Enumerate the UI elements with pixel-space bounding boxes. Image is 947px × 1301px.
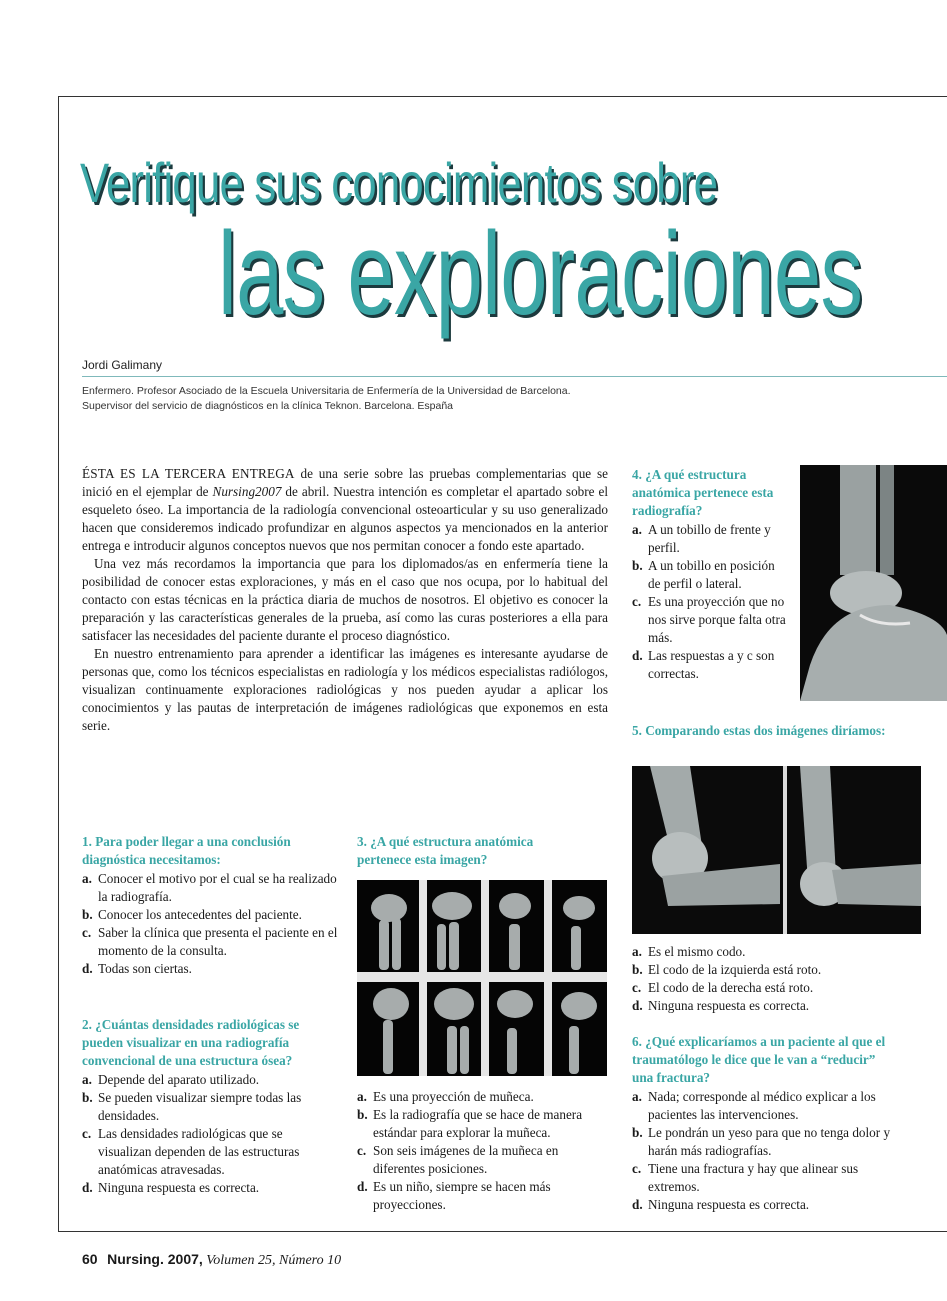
answer-option [82, 1125, 338, 1179]
option-text: El codo de la derecha está roto. [648, 980, 814, 995]
intro-text-span: de una serie sobre las pruebas complementarias que se inició en el ejemplar de [82, 466, 608, 499]
frame-top-rule [58, 96, 947, 97]
option-text: Las respuestas a y c son correctas. [648, 648, 775, 681]
option-text: Ninguna respuesta es correcta. [648, 998, 810, 1013]
option-letter: c. [82, 925, 92, 940]
intro-publication-italic: Nursing2007 [212, 484, 282, 499]
intro-paragraph-1 [82, 465, 608, 555]
answer-option [632, 1124, 894, 1160]
option-text: Todas son ciertas. [98, 961, 192, 976]
wrist-xray-image [357, 880, 607, 1076]
option-letter: b. [632, 1125, 643, 1140]
option-letter: b. [357, 1107, 368, 1122]
option-letter: b. [82, 907, 93, 922]
option-text: Le pondrán un yeso para que no tenga dolor y harán más radiografías. [648, 1125, 891, 1158]
answer-option [632, 557, 790, 593]
option-text: Se pueden visualizar siempre todas las densidades. [98, 1090, 302, 1123]
question-6 [632, 1033, 894, 1214]
answer-option [632, 1160, 894, 1196]
answer-option [357, 1178, 592, 1214]
frame-left-rule [58, 96, 59, 1232]
option-text: Nada; corresponde al médico explicar a los pacientes las intervenciones. [648, 1089, 876, 1122]
author-affiliation [82, 384, 571, 414]
author-name: Jordi Galimany [82, 358, 163, 372]
option-letter: d. [82, 961, 93, 976]
affiliation-line: Enfermero. Profesor Asociado de la Escuela Universitaria de Enfermería de la Universidad de Barcelona. [82, 385, 571, 397]
answer-option [632, 647, 790, 683]
answer-option [357, 1142, 592, 1178]
answer-option [632, 1088, 894, 1124]
author-divider [82, 376, 947, 377]
option-letter: b. [632, 962, 643, 977]
answer-option [632, 961, 932, 979]
page-footer [82, 1251, 341, 1269]
answer-option [82, 924, 338, 960]
intro-lead-caps: ÉSTA ES LA TERCERA ENTREGA [82, 466, 295, 481]
question-3-title-block [357, 833, 587, 870]
answer-option [82, 1071, 338, 1089]
answer-option [357, 1106, 592, 1142]
answer-option [632, 979, 932, 997]
option-text: A un tobillo en posición de perfil o lateral. [648, 558, 775, 591]
answer-option [632, 521, 790, 557]
intro-text [82, 465, 608, 735]
option-text: Es la radiografía que se hace de manera estándar para explorar la muñeca. [373, 1107, 583, 1140]
answer-option [82, 960, 338, 978]
option-letter: c. [632, 1161, 642, 1176]
question-title: 1. Para poder llegar a una conclusión diagnóstica necesitamos: [82, 834, 291, 867]
question-title: 3. ¿A qué estructura anatómica pertenece esta imagen? [357, 834, 534, 867]
journal-volume: Volumen 25, Número 10 [206, 1253, 342, 1268]
option-letter: c. [632, 980, 642, 995]
option-text: Es un niño, siempre se hacen más proyecciones. [373, 1179, 551, 1212]
question-title: 4. ¿A qué estructura anatómica pertenece esta radiografía? [632, 467, 774, 518]
option-letter: b. [632, 558, 643, 573]
option-letter: d. [632, 1197, 643, 1212]
elbow-xray-image [632, 766, 921, 934]
intro-paragraph-2: Una vez más recordamos la importancia que para los diplomados/as en enfermería tiene la posibilidad de conocer estas exploraciones, y más en el caso que nos ocupa, por lo habitual del contacto con estas técnicas en la práctica diaria de muchos de nosotros. El objetivo es conocer la preparación y las características generales de la prueba, así como las curas posteriores a ella para satisfacer las necesidades del paciente durante el proceso diagnóstico. [82, 556, 608, 643]
option-text: Las densidades radiológicas que se visualizan dependen de las estructuras anatómicas atravesadas. [98, 1126, 300, 1177]
answer-option [82, 1089, 338, 1125]
page-title-line2: las exploraciones [218, 208, 863, 340]
page-title-line1: Verifique sus conocimientos sobre [80, 151, 718, 214]
option-letter: c. [82, 1126, 92, 1141]
option-text: Depende del aparato utilizado. [98, 1072, 260, 1087]
answer-option [82, 906, 338, 924]
option-letter: a. [357, 1089, 367, 1104]
option-letter: b. [82, 1090, 93, 1105]
journal-name: Nursing. 2007, [107, 1251, 203, 1267]
option-text: El codo de la izquierda está roto. [648, 962, 822, 977]
question-title: 5. Comparando estas dos imágenes diríamos: [632, 723, 886, 738]
elbow-xray-drawing [632, 766, 921, 934]
option-letter: c. [357, 1143, 367, 1158]
option-letter: c. [632, 594, 642, 609]
question-4 [632, 466, 790, 683]
question-2 [82, 1016, 338, 1197]
option-text: Ninguna respuesta es correcta. [98, 1180, 260, 1195]
option-letter: a. [632, 944, 642, 959]
option-letter: a. [632, 1089, 642, 1104]
answer-option [82, 870, 338, 906]
intro-paragraph-3: En nuestro entrenamiento para aprender a identificar las imágenes es interesante ayudarse de personas que, como los técnicos especialistas en radiología y los médicos especialistas radiólogos, visualizan continuamente exploraciones radiológicas y nos pueden ayudar a aplicar los conocimientos y las pautas de interpretación de imágenes radiológicas que exponemos en esta serie. [82, 646, 608, 733]
option-text: Son seis imágenes de la muñeca en diferentes posiciones. [373, 1143, 559, 1176]
option-letter: a. [82, 871, 92, 886]
question-title: 2. ¿Cuántas densidades radiológicas se pueden visualizar en una radiografía convencional de una estructura ósea? [82, 1017, 300, 1068]
answer-option [632, 1196, 894, 1214]
page-number: 60 [82, 1251, 98, 1267]
ankle-xray-drawing [800, 465, 947, 701]
option-letter: a. [82, 1072, 92, 1087]
option-text: A un tobillo de frente y perfil. [648, 522, 771, 555]
option-text: Conocer los antecedentes del paciente. [98, 907, 302, 922]
question-3-options [357, 1088, 592, 1214]
intro-text-span: de abril. Nuestra intención es completar el apartado sobre el esqueleto óseo. La importancia de la radiología convencional osteoarticular y su uso generalizado hacen que consideremos indicado profundizar en algunos aspectos ya mencionados en la anterior entrega e introducir algunos conceptos nuevos que nos permitan conocer a fondo este apartado. [82, 484, 609, 553]
answer-option [632, 943, 932, 961]
option-text: Ninguna respuesta es correcta. [648, 1197, 810, 1212]
option-letter: d. [82, 1180, 93, 1195]
option-letter: a. [632, 522, 642, 537]
frame-bottom-rule [58, 1231, 947, 1232]
option-letter: d. [357, 1179, 368, 1194]
option-text: Conocer el motivo por el cual se ha realizado la radiografía. [98, 871, 337, 904]
ankle-xray-image [800, 465, 947, 701]
option-text: Es una proyección que no nos sirve porque falta otra más. [648, 594, 786, 645]
question-5-options [632, 943, 932, 1015]
option-text: Es una proyección de muñeca. [373, 1089, 534, 1104]
question-5-title-block [632, 722, 932, 741]
question-1 [82, 833, 338, 978]
answer-option [632, 593, 790, 647]
option-letter: d. [632, 648, 643, 663]
option-letter: d. [632, 998, 643, 1013]
answer-option [82, 1179, 338, 1197]
question-title: 6. ¿Qué explicaríamos a un paciente al que el traumatólogo le dice que le van a “reducir” una fractura? [632, 1034, 886, 1085]
option-text: Saber la clínica que presenta el paciente en el momento de la consulta. [98, 925, 338, 958]
option-text: Es el mismo codo. [648, 944, 746, 959]
answer-option [357, 1088, 592, 1106]
answer-option [632, 997, 932, 1015]
wrist-xray-drawing [357, 880, 607, 1076]
option-text: Tiene una fractura y hay que alinear sus extremos. [648, 1161, 859, 1194]
affiliation-line: Supervisor del servicio de diagnósticos en la clínica Teknon. Barcelona. España [82, 400, 454, 412]
